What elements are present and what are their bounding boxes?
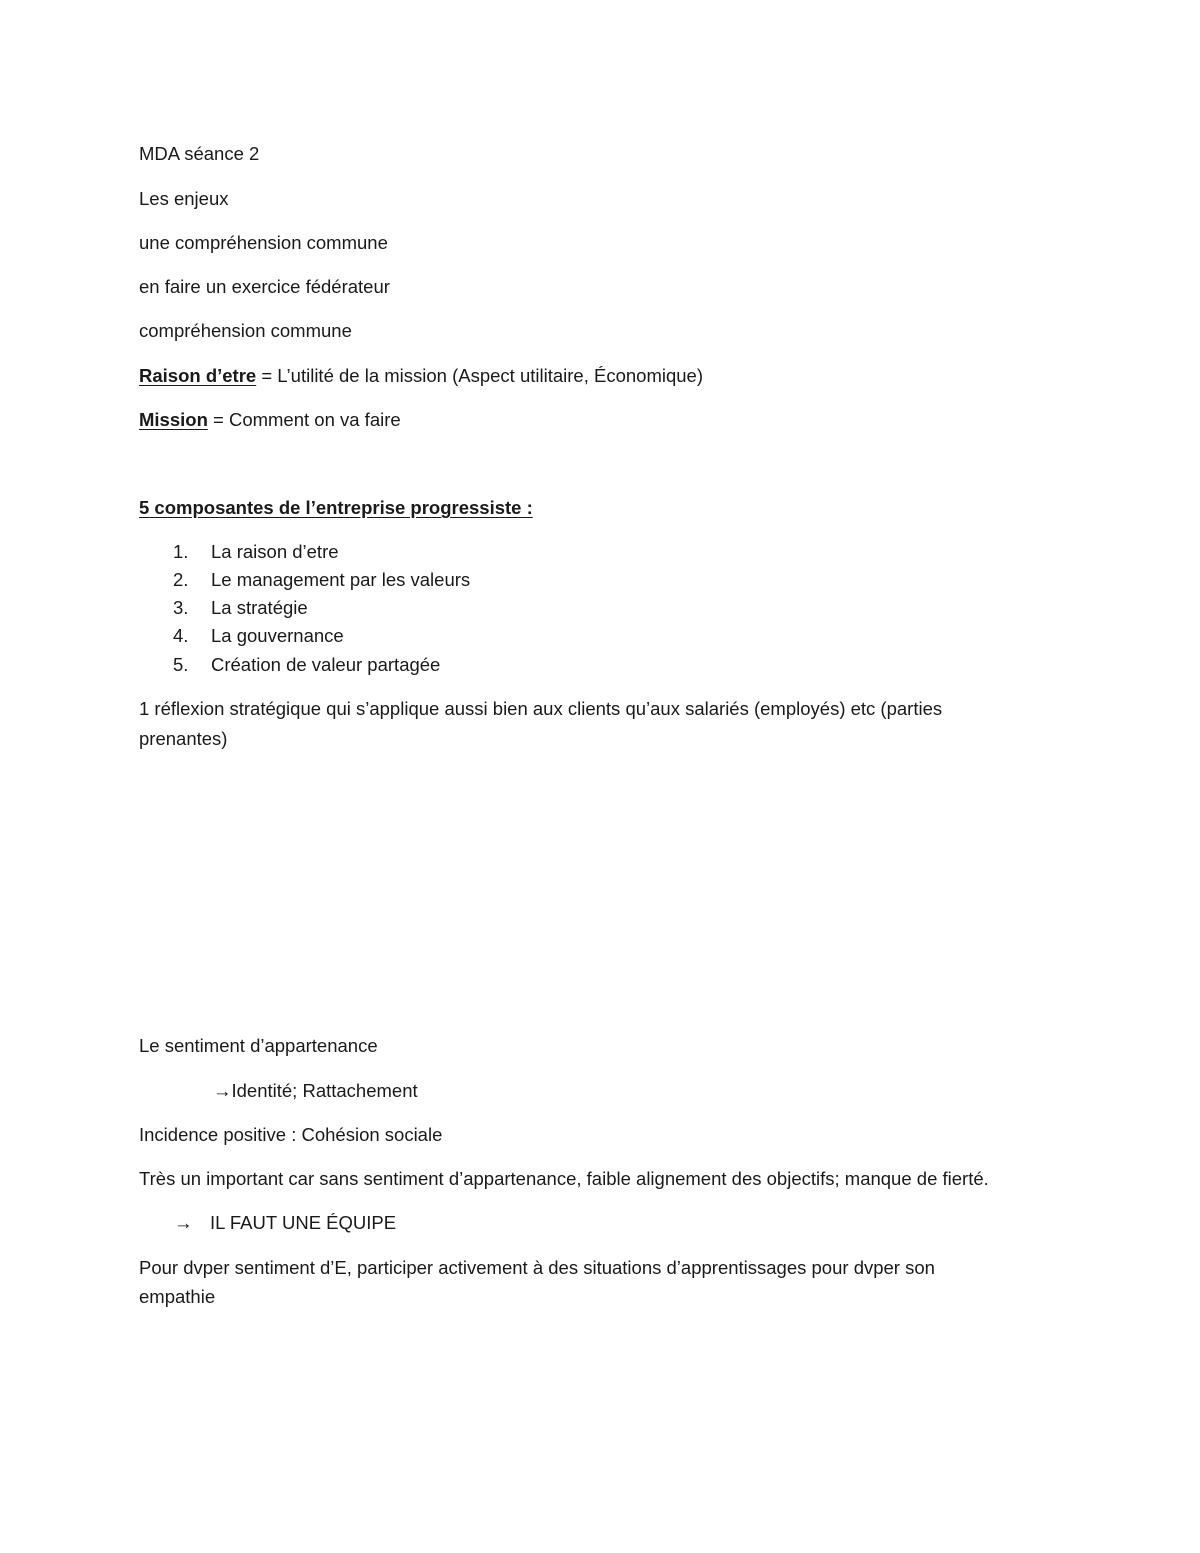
list-text: La raison d’etre bbox=[211, 541, 339, 562]
document-title: MDA séance 2 bbox=[139, 143, 260, 164]
reflexion-line-2: prenantes) bbox=[139, 728, 228, 749]
mission-text: = Comment on va faire bbox=[207, 409, 401, 430]
equipe-line bbox=[174, 1211, 396, 1235]
list-text: Le management par les valeurs bbox=[211, 569, 471, 590]
list-number: 4. bbox=[173, 625, 189, 646]
raison-detre-label: Raison d’etre bbox=[139, 365, 257, 386]
equipe-text: IL FAUT UNE ÉQUIPE bbox=[210, 1212, 397, 1233]
enjeu-item-3: compréhension commune bbox=[139, 320, 352, 341]
reflexion-line-1: 1 réflexion stratégique qui s’applique aussi bien aux clients qu’aux salariés (employés) etc (parties bbox=[139, 698, 943, 719]
list-number: 1. bbox=[173, 541, 189, 562]
sentiment-arrow-line bbox=[213, 1079, 418, 1103]
arrow-right-icon: → bbox=[174, 1212, 193, 1233]
enjeu-item-1: une compréhension commune bbox=[139, 232, 388, 253]
list-number: 2. bbox=[173, 569, 189, 590]
list-text: La gouvernance bbox=[211, 625, 344, 646]
raison-detre-text: = L’utilité de la mission (Aspect utilitaire, Économique) bbox=[256, 365, 703, 386]
list-number: 5. bbox=[173, 654, 189, 675]
pour-line-1: Pour dvper sentiment d’E, participer activement à des situations d’apprentissages pour dvper son bbox=[139, 1257, 935, 1278]
enjeux-heading: Les enjeux bbox=[139, 188, 229, 209]
list-text: Création de valeur partagée bbox=[211, 654, 441, 675]
raison-detre-definition bbox=[139, 364, 703, 388]
mission-definition bbox=[139, 408, 401, 432]
mission-label: Mission bbox=[139, 409, 208, 430]
incidence-line: Incidence positive : Cohésion sociale bbox=[139, 1124, 443, 1145]
arrow-right-icon: → bbox=[213, 1080, 232, 1101]
sentiment-heading: Le sentiment d’appartenance bbox=[139, 1035, 378, 1056]
list-text: La stratégie bbox=[211, 597, 308, 618]
tres-important-line: Très un important car sans sentiment d’appartenance, faible alignement des objectifs; manque de fierté. bbox=[139, 1168, 989, 1189]
pour-line-2: empathie bbox=[139, 1286, 216, 1307]
sentiment-arrow-text: Identité; Rattachement bbox=[231, 1080, 418, 1101]
enjeu-item-2: en faire un exercice fédérateur bbox=[139, 276, 390, 297]
list-number: 3. bbox=[173, 597, 189, 618]
composantes-heading: 5 composantes de l’entreprise progressiste : bbox=[139, 497, 533, 518]
